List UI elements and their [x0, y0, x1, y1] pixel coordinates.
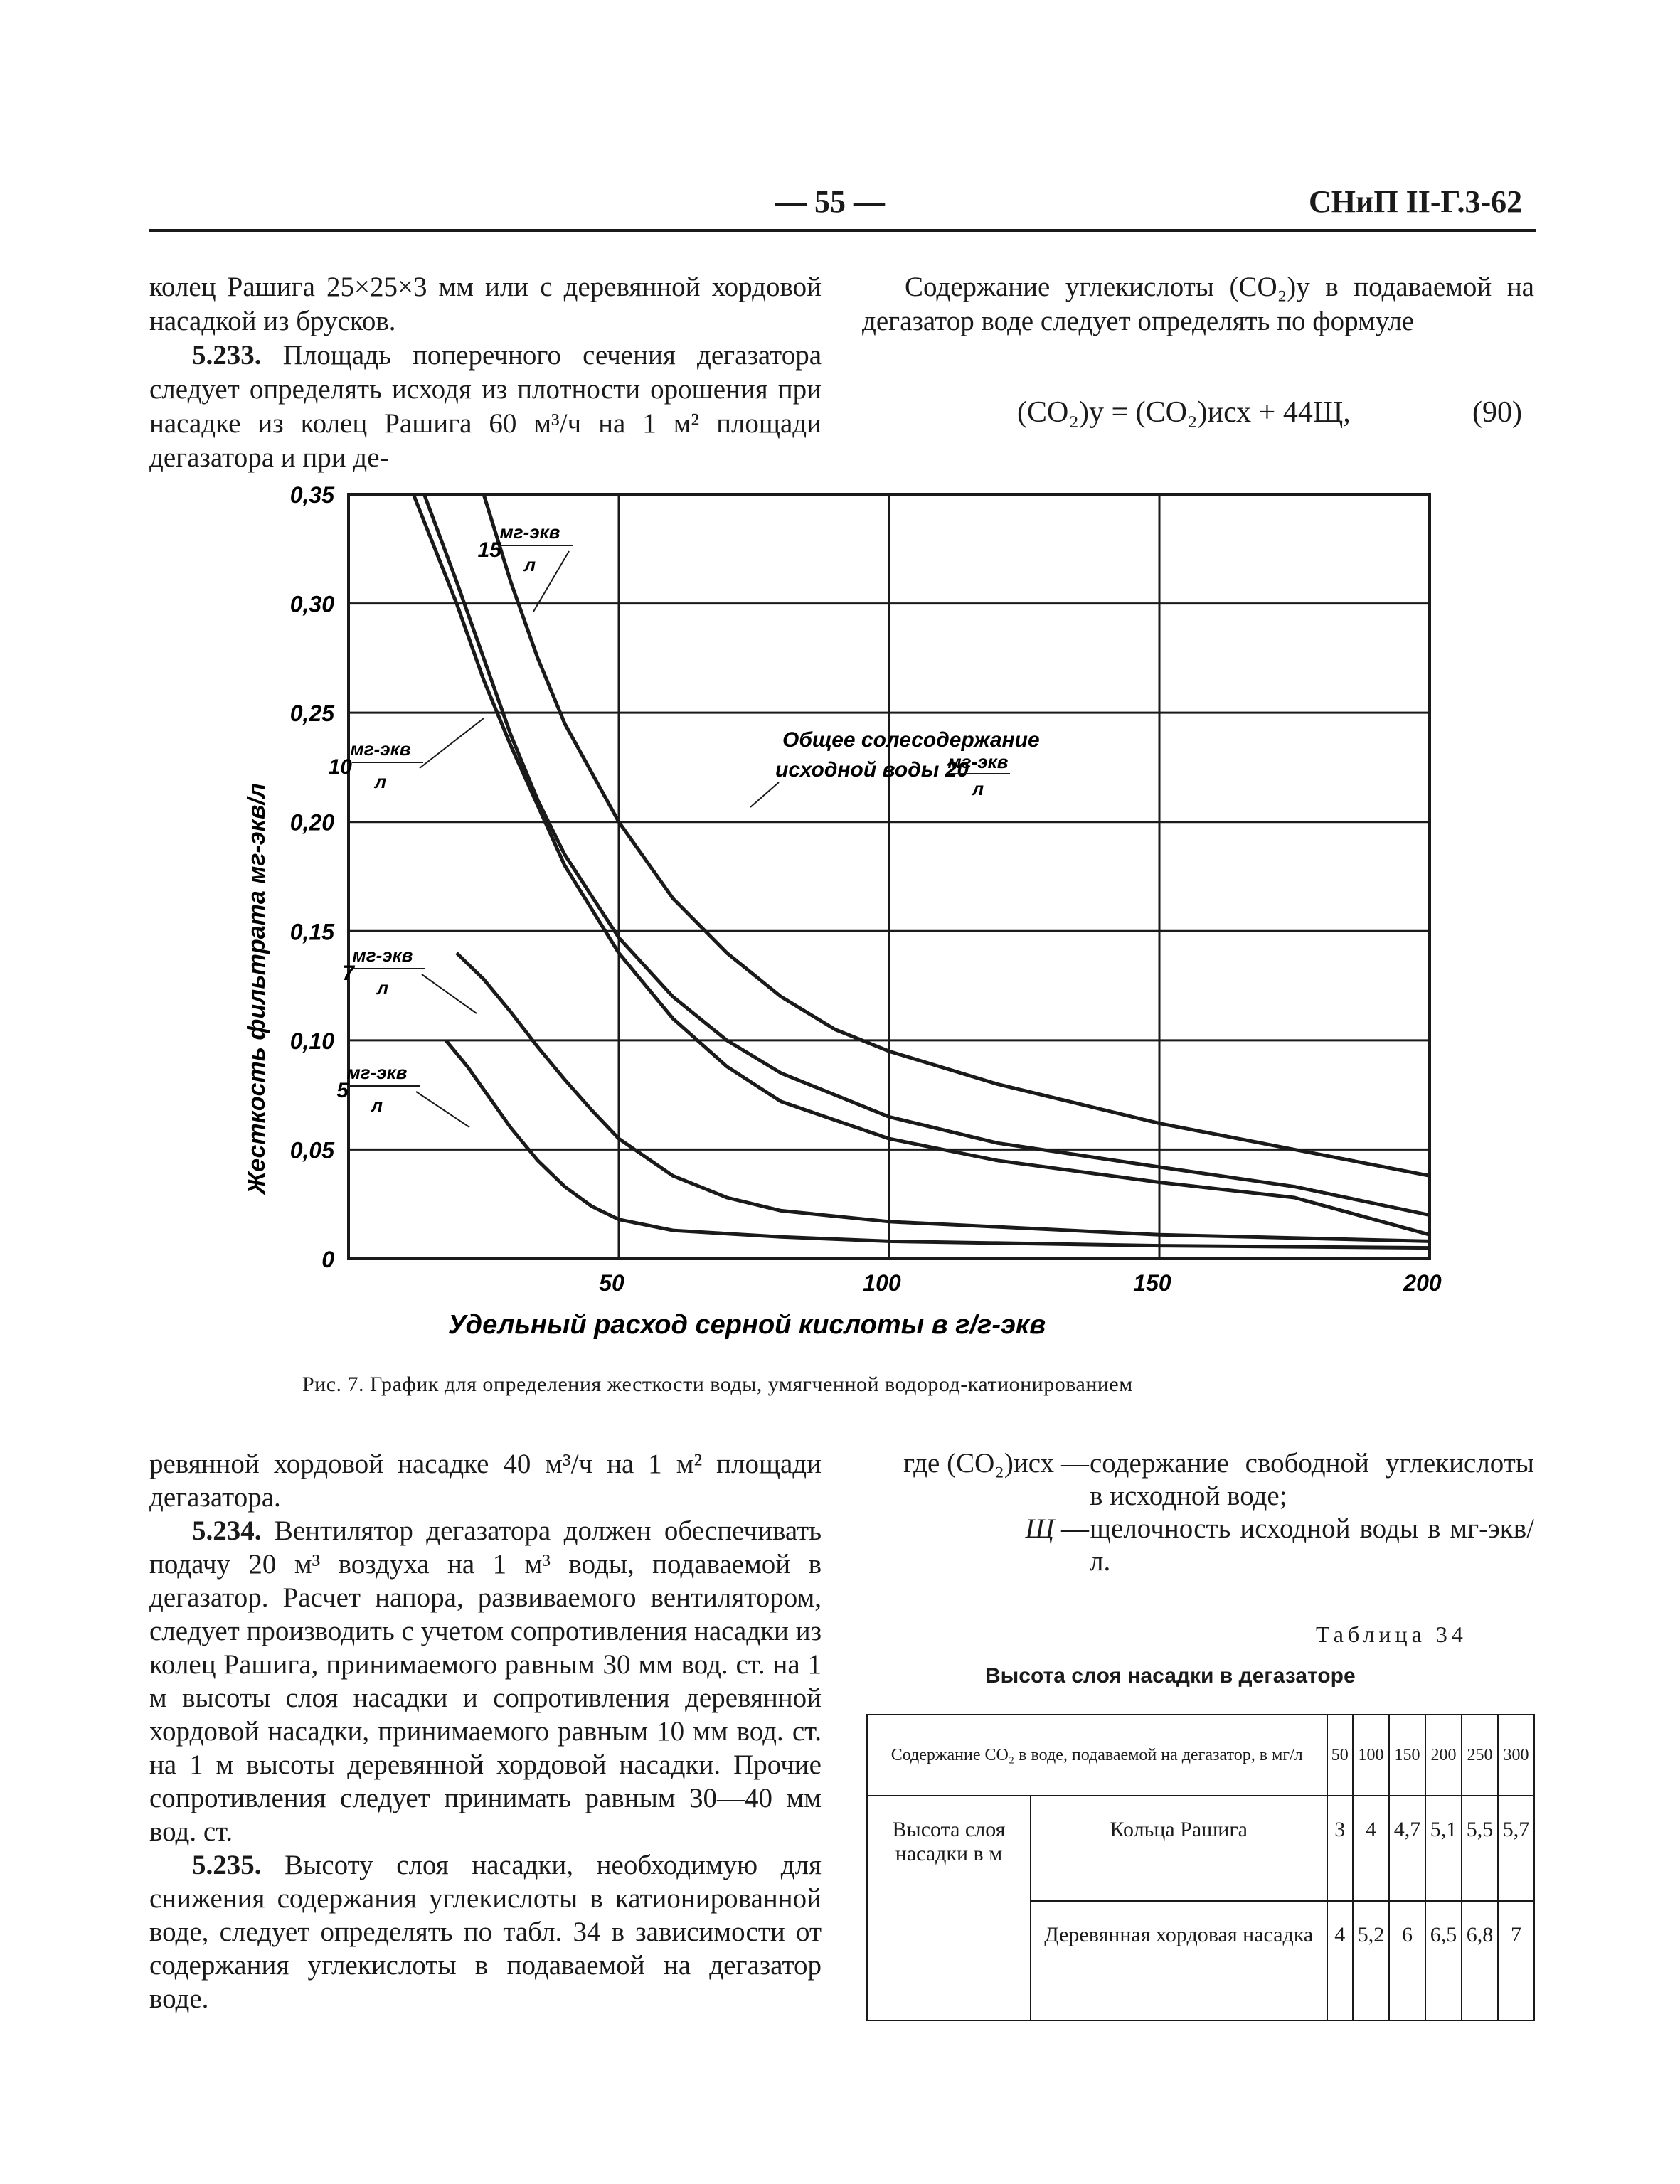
curve-label-denominator: л: [376, 977, 389, 998]
formula-number: (90): [1472, 396, 1522, 429]
annotation-line: исходной воды 20: [775, 758, 969, 782]
paragraph-text: Высоту слоя насадки, необходимую для снижения содержания углекислоты в катионированной воде, следует определять по табл. 34 в зависимости от содержания углекислоты в подаваемой на дегазатор воде.: [149, 1850, 822, 2014]
document-code: СНиП II-Г.3-62: [1309, 184, 1523, 219]
curve-label: [336, 1062, 469, 1127]
curve-label-denominator: л: [371, 1094, 383, 1116]
table-cell: 4,7: [1389, 1796, 1425, 1901]
curve-label-number: 7: [342, 962, 354, 985]
series-curve: [484, 494, 1430, 1176]
table-col-header: 250: [1462, 1715, 1498, 1796]
x-tick-label: 200: [1403, 1270, 1442, 1296]
y-tick-label: 0: [321, 1247, 334, 1272]
table-title: Высота слоя насадки в дегазаторе: [985, 1664, 1356, 1688]
y-tick-labels: [290, 484, 335, 1272]
annotation-denominator: л: [972, 778, 984, 799]
paragraph-number: 5.235.: [192, 1850, 262, 1880]
leader-line: [750, 782, 779, 807]
legend-alkalinity: [862, 1513, 1534, 1578]
table-col-header: 150: [1389, 1715, 1425, 1796]
curve-label-number: 15: [477, 538, 501, 562]
y-tick-label: 0,25: [289, 701, 334, 727]
table-head-label: Содержание CO₂ в воде, подаваемой на дегазатор, в мг/л: [867, 1715, 1327, 1796]
series-curve: [424, 494, 1430, 1215]
left-bottom-column: [149, 1447, 822, 2015]
table-cell: 6,8: [1462, 1901, 1498, 2020]
table-cell: 6,5: [1425, 1901, 1462, 2020]
table-cell: 6: [1389, 1901, 1425, 2020]
table-cell: 7: [1498, 1901, 1534, 2020]
left-top-column: [149, 270, 822, 475]
table-cell: 4: [1327, 1901, 1354, 2020]
row-label: Деревянная хордовая насадка: [1031, 1901, 1327, 2020]
table-row: [867, 1796, 1534, 1901]
curve-label-unit: мг-экв: [350, 738, 411, 760]
table-header-row: [867, 1715, 1534, 1796]
paragraph-5-233: [149, 339, 822, 475]
legend-term: где (CO₂)исх: [903, 1448, 1054, 1479]
formula-90: (CO₂)у = (CO₂)исх + 44Щ,: [1017, 396, 1351, 429]
row-label: Кольца Рашига: [1031, 1796, 1327, 1901]
curve-label-unit: мг-экв: [499, 521, 560, 543]
paragraph-5-234: [149, 1514, 822, 1848]
legend-definition: содержание свободной углекислоты в исходной воде;: [1090, 1448, 1534, 1511]
table-col-header: 300: [1498, 1715, 1534, 1796]
curve-label-number: 5: [336, 1079, 349, 1102]
leader-line: [420, 718, 484, 768]
chart-curves: [413, 494, 1430, 1248]
continuation-text-2: ревянной хордовой насадке 40 м³/ч на 1 м² площади дегазатора.: [149, 1449, 822, 1513]
legend-co2: [862, 1447, 1534, 1513]
leader-line: [422, 974, 477, 1013]
x-tick-labels: [599, 1270, 1442, 1296]
legend-definition: щелочность исходной воды в мг-экв/л.: [1090, 1513, 1534, 1577]
row-group-label: Высота слоя насадки в м: [867, 1796, 1031, 2020]
formula-legend: [862, 1447, 1534, 1578]
page-number: — 55 —: [775, 184, 885, 219]
table-col-header: 50: [1327, 1715, 1354, 1796]
curve-label-number: 10: [328, 755, 352, 779]
curve-labels: [329, 521, 1040, 1127]
paragraph-number: 5.234.: [192, 1516, 262, 1546]
table-col-header: 100: [1353, 1715, 1389, 1796]
table-cell: 5,5: [1462, 1796, 1498, 1901]
figure-caption: Рис. 7. График для определения жесткости воды, умягченной водород-катионированием: [302, 1373, 1133, 1396]
paragraph-text: Площадь поперечного сечения дегазатора следует определять исходя из плотности орошения при насадке из колец Рашига 60 м³/ч на 1 м² площади дегазатора и при де-: [149, 340, 822, 473]
y-tick-label: 0,35: [289, 484, 334, 508]
curve-label-denominator: л: [374, 771, 387, 792]
table-cell: 5,7: [1498, 1796, 1534, 1901]
y-axis-label: Жесткость фильтрата мг-экв/л: [243, 783, 270, 1194]
legend-dash: —: [1061, 1513, 1089, 1544]
paragraph-number: 5.233.: [192, 340, 262, 371]
paragraph-text: Вентилятор дегазатора должен обеспечивать подачу 20 м³ воздуха на 1 м³ воды, подаваемой в дегазатор. Расчет напора, развиваемого вентилятором, следует производить с учетом сопротивления насадки из колец Рашига, принимаемого равным 30 мм вод. ст. на 1 м высоты слоя насадки и сопротивления деревянной хордовой насадки, принимаемого равным 10 мм вод. ст. на 1 м высоты деревянной хордовой насадки. Прочие сопротивления следует принимать равным 30—40 мм вод. ст.: [149, 1516, 822, 1847]
annotation-20: [750, 728, 1040, 807]
x-axis-label: Удельный расход серной кислоты в г/г-экв: [447, 1310, 1046, 1340]
table-number: Таблица 34: [1316, 1621, 1467, 1647]
y-tick-label: 0,15: [289, 919, 334, 945]
annotation-line: Общее солесодержание: [782, 728, 1040, 752]
paragraph-5-235: [149, 1848, 822, 2015]
continuation-text: колец Рашига 25×25×3 мм или с деревянной хордовой насадкой из брусков.: [149, 272, 822, 336]
table-cell: 5,1: [1425, 1796, 1462, 1901]
table-cell: 4: [1353, 1796, 1389, 1901]
curve-label: [478, 521, 573, 612]
table-34: [866, 1714, 1535, 2021]
co2-paragraph: Содержание углекислоты (CO₂)у в подаваемой на дегазатор воде следует определять по формуле: [862, 272, 1534, 336]
curve-label-unit: мг-экв: [352, 944, 413, 966]
leader-line: [416, 1092, 469, 1127]
y-tick-label: 0,10: [289, 1028, 334, 1054]
right-top-column: [862, 270, 1534, 339]
series-curve: [446, 1040, 1430, 1248]
y-tick-label: 0,05: [289, 1137, 334, 1163]
hardness-chart: [228, 484, 1479, 1351]
y-tick-label: 0,20: [289, 809, 334, 836]
annotation-unit: мг-экв: [947, 751, 1009, 772]
curve-label-denominator: л: [523, 554, 536, 575]
table-cell: 5,2: [1353, 1901, 1389, 2020]
table-col-header: 200: [1425, 1715, 1462, 1796]
header-rule: [149, 229, 1536, 232]
y-tick-label: 0,30: [289, 591, 334, 617]
legend-dash: —: [1061, 1448, 1089, 1479]
curve-label-unit: мг-экв: [346, 1062, 408, 1083]
x-tick-label: 150: [1133, 1270, 1171, 1296]
x-tick-label: 100: [863, 1270, 901, 1296]
table-cell: 3: [1327, 1796, 1354, 1901]
x-tick-label: 50: [599, 1270, 624, 1296]
legend-term: Щ: [1025, 1513, 1054, 1544]
curve-label: [329, 718, 484, 792]
